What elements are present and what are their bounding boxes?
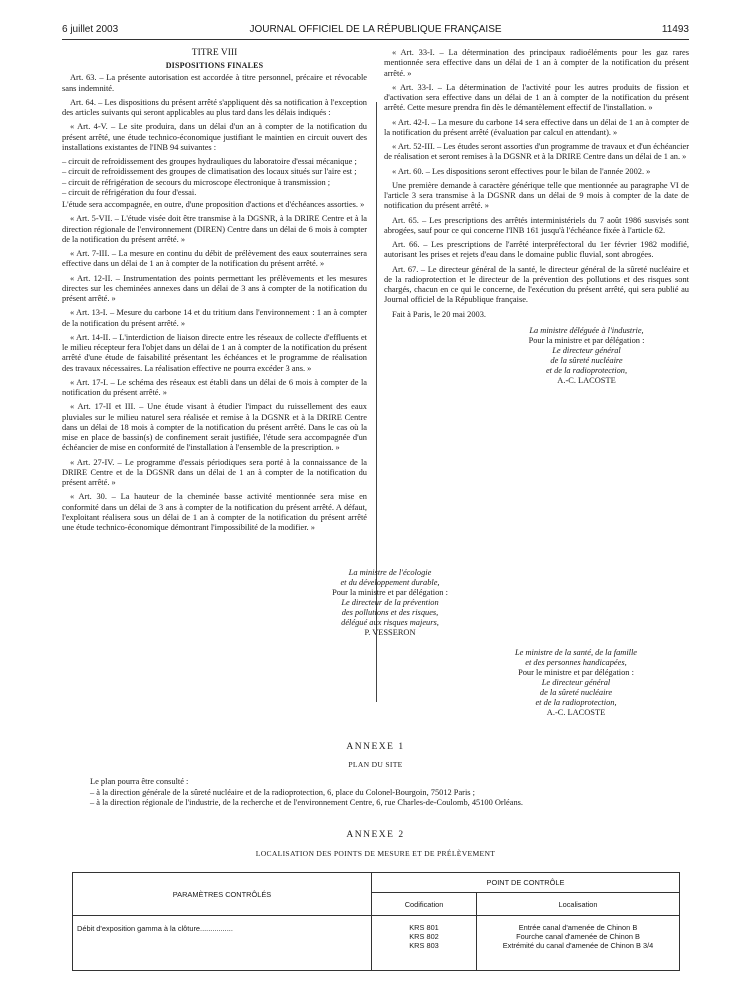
plan-consultation <box>90 777 689 809</box>
table-header-localisation: Localisation <box>477 893 680 916</box>
art-30: « Art. 30. – La hauteur de la cheminée basse activité mentionnée sera mise en conformité dans un délai de 3 ans à compter de la notification du présent arrêté. A défaut, l'exploitant réalisera sous un délai de 1 an à compter de la notification du présent arrêté une étude technico-économique démontrant l'impossibilité de la modifier. » <box>62 492 367 533</box>
page-header <box>62 24 689 38</box>
header-page-number: 11493 <box>661 24 689 35</box>
points-mesure-table <box>72 872 680 971</box>
art-27-iv: « Art. 27-IV. – Le programme d'essais périodiques sera porté à la connaissance de la DRIRE Centre et de la DGSNR dans un délai de 1 an à compter de la notification du présent arrêté. » <box>62 457 367 488</box>
etude-paragraph: L'étude sera accompagnée, en outre, d'une proposition d'actions et d'échéances assorties. » <box>62 200 365 210</box>
table-cell-locs <box>477 916 680 971</box>
art-17-i: « Art. 17-I. – Le schéma des réseaux est établi dans un délai de 6 mois à compter de la notification du présent arrêté. » <box>62 377 367 398</box>
signature-line: Le directeur général <box>552 345 621 355</box>
fait-a-paris: Fait à Paris, le 20 mai 2003. <box>392 309 486 319</box>
list-item: – circuit de refroidissement des groupes hydrauliques du laboratoire d'essai mécanique ; <box>62 157 357 167</box>
param-text: Débit d'exposition gamma à la clôture <box>77 924 201 933</box>
plan-intro: Le plan pourra être consulté : <box>90 777 189 786</box>
signature-line: et de la radioprotection, <box>545 366 628 376</box>
signature-line: Pour le ministre et par délégation : <box>518 668 634 678</box>
premiere-demande: Une première demande à caractère générique telle que mentionnée au paragraphe VI de l'article 3 sera transmise à la DGSNR dans un délai de 9 mois à compter de la date de notification du présent arrêté. » <box>384 180 689 211</box>
code-value: KRS 803 <box>409 940 439 950</box>
table-cell-param: Débit d'exposition gamma à la clôture................ <box>73 916 372 971</box>
code-value: KRS 801 <box>409 923 439 932</box>
circuit-list <box>62 157 367 198</box>
art-12-ii: « Art. 12-II. – Instrumentation des points permettant les prélèvements et les mesures directes sur les cheminées annexes dans un délai de 3 ans à compter de la notification du présent arrêté. » <box>62 273 367 304</box>
art-33-i-fission: « Art. 33-I. – La détermination de l'activité pour les autres produits de fission et d'activation sera effective dans un délai de 1 an à compter de la notification du présent arrêté. Cette mesure prendra fin dès le démantèlement effectif de l'installation. » <box>384 82 689 113</box>
signature-line: de la sûreté nucléaire <box>550 355 623 365</box>
art-42-i: « Art. 42-I. – La mesure du carbone 14 sera effective dans un délai de 1 an à compter de la notification du présent arrêté (évaluation par calcul en attendant). » <box>384 117 689 137</box>
art-52-iii: « Art. 52-III. – Les études seront assorties d'un programme de travaux et d'un échéancier de réalisation et seront remises à la DGSNR et à la DRIRE Centre dans un délai de 1 an. » <box>384 142 689 162</box>
signature-line: Pour la ministre et par délégation : <box>528 335 645 345</box>
art-65: Art. 65. – Les prescriptions des arrêtés interministériels du 7 août 1986 susvisés sont abrogées, sauf pour ce qui concerne l'INB 161 jusqu'à l'échéance fixée à l'article 62. <box>384 215 689 235</box>
list-item: – circuit de refroidissement des groupes de climatisation des locaux situés sur l'aire est ; <box>62 167 357 177</box>
signature-name: A.-C. LACOSTE <box>557 376 616 386</box>
signature-name: A.-C. LACOSTE <box>546 708 606 718</box>
art-14-ii: « Art. 14-II. – L'interdiction de liaison directe entre les réseaux de collecte d'effluents et le milieu récepteur fera l'objet dans un délai de 1 an à compter de la notification du présent arrêté d'une étude de faisabilité présentant les échéances et le programme de réalisation des travaux nécessaires. La réalisation effective ne pourra excéder 3 ans. » <box>62 332 367 373</box>
art-5-vii: « Art. 5-VII. – L'étude visée doit être transmise à la DGSNR, à la DRIRE Centre et à la direction régionale de l'environnement (DIREN) Centre dans un délai de 6 mois à compter de la notification du présent arrêté. » <box>62 214 367 244</box>
art-7-iii: « Art. 7-III. – La mesure en continu du débit de prélèvement des eaux souterraines sera effective dans un délai de 1 an à compter de la notification du présent arrêté. » <box>62 249 367 269</box>
signature-line: et de la radioprotection, <box>535 698 617 708</box>
signature-ecologie <box>290 568 490 639</box>
art-66: Art. 66. – Les prescriptions de l'arrêté interpréfectoral du 1er février 1982 modifié, autorisant les prises et rejets d'eau dans le domaine public fluvial, sont abrogées. <box>384 240 689 260</box>
list-item: – circuit de réfrigération de secours du microscope électronique à transmission ; <box>62 177 331 187</box>
signature-line: et du développement durable, <box>340 578 440 588</box>
right-column <box>384 48 689 394</box>
table-header-point: POINT DE CONTRÔLE <box>372 873 680 893</box>
signature-line: Le ministre de la santé, de la famille <box>514 648 638 657</box>
art-63: Art. 63. – La présente autorisation est accordée à titre personnel, précaire et révocable sans indemnité. <box>62 73 367 93</box>
signature-sante <box>456 648 696 719</box>
list-item: – à la direction régionale de l'industrie, de la recherche et de l'environnement Centre, 6, rue Charles-de-Coulomb, 45100 Orléans. <box>90 798 524 807</box>
art-17-ii-iii: « Art. 17-II et III. – Une étude visant à étudier l'impact du ruissellement des eaux pluviales sur le milieu naturel sera réalisée et remise à la DGSNR et à la DRIRE Centre dans un délai de 18 mois à compter de la notification du présent arrêté. Dans le cas où la mise en place de bassin(s) de confinement serait justifiée, l'étude sera accompagnée d'un échéancier de mise en conformité de l'installation à l'ensemble de la prescription. » <box>62 402 367 453</box>
art-4-v: « Art. 4-V. – Le site produira, dans un délai d'un an à compter de la notification du présent arrêté, une étude technico-économique justifiant le maintien en circuit ouvert des installations existantes de l'INB 94 suivantes : <box>62 122 367 152</box>
art-13-i: « Art. 13-I. – Mesure du carbone 14 et du tritium dans l'environnement : 1 an à compter de la notification du présent arrêté. » <box>62 308 367 328</box>
signature-line: délégué aux risques majeurs, <box>341 618 439 628</box>
signature-line: Le directeur général <box>541 678 611 688</box>
code-value: KRS 802 <box>409 931 439 941</box>
art-67: Art. 67. – Le directeur général de la santé, le directeur général de la sûreté nucléaire et de la radioprotection et le directeur de la prévention des pollutions et des risques sont chargés, chacun en ce qui le concerne, de l'exécution du présent arrêté, qui sera publié au Journal officiel de la République française. <box>384 264 689 305</box>
titre-heading: TITRE VIII <box>191 48 238 58</box>
signature-name: P. VESSERON <box>364 628 416 638</box>
signature-line: des pollutions et des risques, <box>341 608 439 618</box>
annexe-2-title: ANNEXE 2 <box>346 830 405 840</box>
annexe-1-subtitle: PLAN DU SITE <box>348 760 403 769</box>
loc-value: Fourche canal d'amenée de Chinon B <box>516 931 640 941</box>
list-item: – à la direction générale de la sûreté nucléaire et de la radioprotection, 6, place du Colonel-Bourgoin, 75012 Paris ; <box>90 787 475 797</box>
art-60: « Art. 60. – Les dispositions seront effectives pour le bilan de l'année 2002. » <box>392 166 651 176</box>
table-cell-codes <box>372 916 477 971</box>
signature-line: Pour la ministre et par délégation : <box>332 588 448 598</box>
annexe-2-subtitle: LOCALISATION DES POINTS DE MESURE ET DE PRÉLÈVEMENT <box>255 849 496 858</box>
list-item: – circuit de réfrigération du four d'essai. <box>62 187 197 197</box>
art-33-i-gaz: « Art. 33-I. – La détermination des principaux radioéléments pour les gaz rares mentionnée sera effective dans un délai de 1 an à compter de la notification du présent arrêté. » <box>384 48 689 78</box>
signature-line: La ministre déléguée à l'industrie, <box>529 325 644 335</box>
table-header-codification: Codification <box>372 893 477 916</box>
signature-line: de la sûreté nucléaire <box>539 688 613 698</box>
dispositions-heading: DISPOSITIONS FINALES <box>165 60 264 70</box>
header-journal-title: JOURNAL OFFICIEL DE LA RÉPUBLIQUE FRANÇAISE <box>249 24 502 35</box>
signature-industrie <box>384 326 689 386</box>
header-rule <box>62 39 689 40</box>
loc-value: Entrée canal d'amenée de Chinon B <box>518 923 638 932</box>
header-date: 6 juillet 2003 <box>62 24 119 35</box>
table-header-params: PARAMÈTRES CONTRÔLÉS <box>73 873 372 916</box>
left-column <box>62 48 367 537</box>
loc-value: Extrémité du canal d'amenée de Chinon B 3/4 <box>502 940 654 950</box>
signature-line: La ministre de l'écologie <box>348 568 432 577</box>
signature-line: et des personnes handicapées, <box>525 658 627 668</box>
art-64: Art. 64. – Les dispositions du présent arrêté s'appliquent dès sa notification à l'exception des articles suivants qui seront applicables au plus tard dans les délais indiqués : <box>62 97 367 118</box>
signature-line: Le directeur de la prévention <box>341 598 439 608</box>
table-row <box>73 916 680 971</box>
annexe-1-title: ANNEXE 1 <box>346 742 405 752</box>
